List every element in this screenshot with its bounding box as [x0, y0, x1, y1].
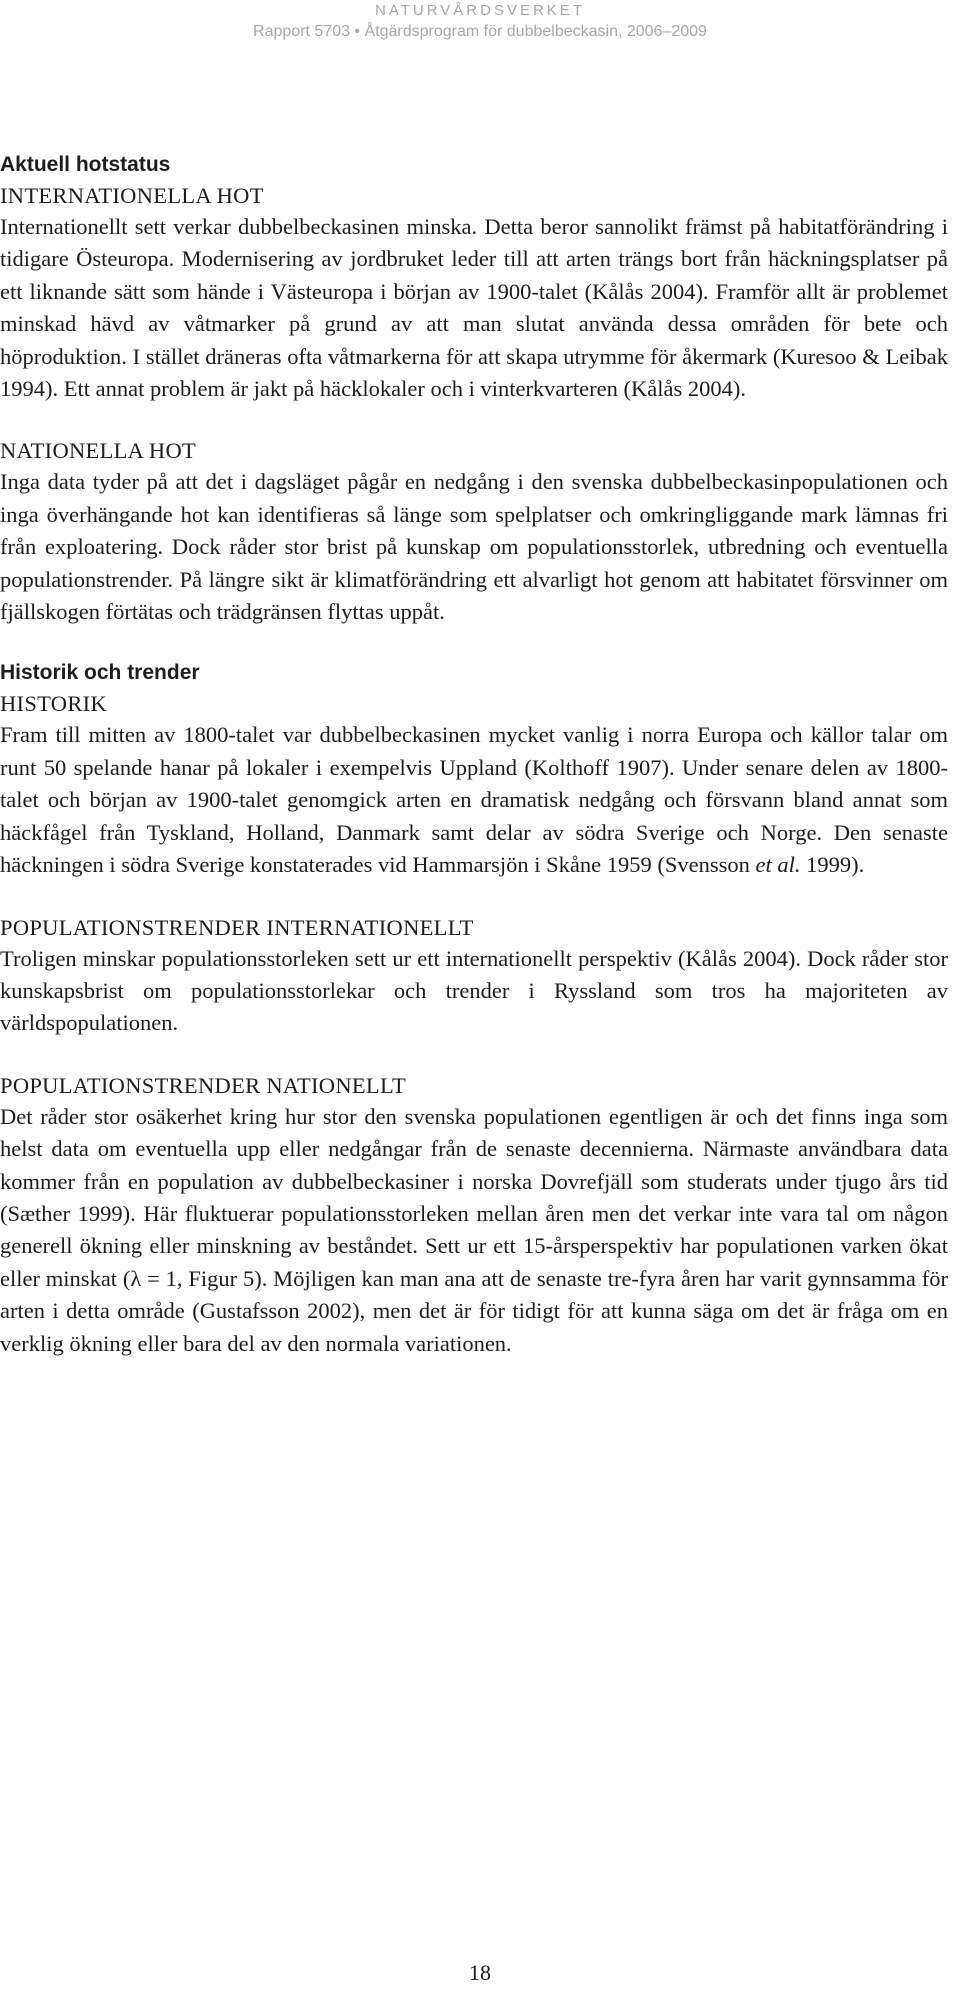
- paragraph-spacer: [0, 405, 948, 435]
- section-spacer: [0, 628, 948, 658]
- document-body: [0, 150, 948, 1360]
- subheading-international-trends: POPULATIONSTRENDER INTERNATIONELLT: [0, 914, 474, 940]
- paragraph-national-threats: Inga data tyder på att det i dagsläget pågår en nedgång i den svenska dubbelbeckasinpopulationen och inga överhängande hot kan identifieras så länge som spelplatser och omkringliggande mark lämnas fri från exploatering. Dock råder stor brist på kunskap om populationsstorlek, utbredning och eventuella populationstrender. På längre sikt är klimatförändring ett alvarligt hot genom att habitatet försvinner om fjällskogen förtätas och trädgränsen flyttas uppåt.: [0, 469, 948, 625]
- paragraph-spacer: [0, 1040, 948, 1070]
- subheading-national-threats: NATIONELLA HOT: [0, 438, 197, 464]
- section-title-history-trends: Historik och trender: [0, 661, 200, 685]
- report-title: Rapport 5703 • Åtgärdsprogram för dubbelbeckasin, 2006–2009: [253, 23, 707, 40]
- section-current-threat: [0, 150, 948, 628]
- page-number: 18: [469, 1960, 491, 1985]
- history-text-italic: et al.: [755, 852, 801, 878]
- subheading-international-threats: INTERNATIONELLA HOT: [0, 183, 264, 208]
- paragraph-international-trends: Troligen minskar populationsstorleken sett ur ett internationellt perspektiv (Kålås 2004). Dock råder stor kunskapsbrist om populationsstorlekar och trender i Ryssland som tros ha majoriteten av världspopulationen.: [0, 945, 948, 1036]
- paragraph-international-threats: Internationellt sett verkar dubbelbeckasinen minska. Detta beror sannolikt främst på habitatförändring i tidigare Östeuropa. Modernisering av jordbruket leder till att arten trängs bort från häckningsplatser på ett liknande sätt som hände i Västeuropa i början av 1900-talet (Kålås 2004). Framför allt är problemet minskad hävd av våtmarker på grund av att man slutat använda dessa områden för bete och höproduktion. I stället dräneras ofta våtmarkerna för att skapa utrymme för åkermark (Kuresoo & Leibak 1994). Ett annat problem är jakt på häcklokaler och i vinterkvarteren (Kålås 2004).: [0, 214, 948, 402]
- publisher-name: NATURVÅRDSVERKET: [375, 2, 585, 19]
- subheading-history: HISTORIK: [0, 691, 107, 717]
- subheading-national-trends: POPULATIONSTRENDER NATIONELLT: [0, 1072, 406, 1098]
- running-header: [0, 0, 960, 43]
- section-history-trends: [0, 658, 948, 1360]
- history-text-end: 1999).: [800, 852, 865, 878]
- section-title-current-threat: Aktuell hotstatus: [0, 153, 171, 176]
- history-text-main: Fram till mitten av 1800-talet var dubbelbeckasinen mycket vanlig i norra Europa och källor talar om runt 50 spelande hanar på lokaler i exempelvis Uppland (Kolthoff 1907). Under senare delen av 1800-talet och början av 1900-talet genomgick arten en dramatisk nedgång och försvann bland annat som häckfågel från Tyskland, Holland, Danmark samt delar av södra Sverige och Norge. Den senaste häckningen i södra Sverige konstaterades vid Hammarsjön i Skåne 1959 (Svensson: [0, 722, 948, 878]
- paragraph-national-trends: Det råder stor osäkerhet kring hur stor den svenska populationen egentligen är och det finns inga som helst data om eventuella upp eller nedgångar från de senaste decennierna. Närmaste användbara data kommer från en population av dubbelbeckasiner i norska Dovrefjäll som studerats under tjugo års tid (Sæther 1999). Här fluktuerar populationsstorleken mellan åren men det verkar inte vara tal om någon generell ökning eller minskning av beståndet. Sett ur ett 15-årsperspektiv har populationen varken ökat eller minskat (λ = 1, Figur 5). Möjligen kan man ana att de senaste tre-fyra åren har varit gynnsamma för arten i detta område (Gustafsson 2002), men det är för tidigt för att kunna säga om det är fråga om en verklig ökning eller bara del av den normala variationen.: [0, 1103, 948, 1356]
- paragraph-spacer: [0, 882, 948, 912]
- paragraph-history: [0, 719, 948, 881]
